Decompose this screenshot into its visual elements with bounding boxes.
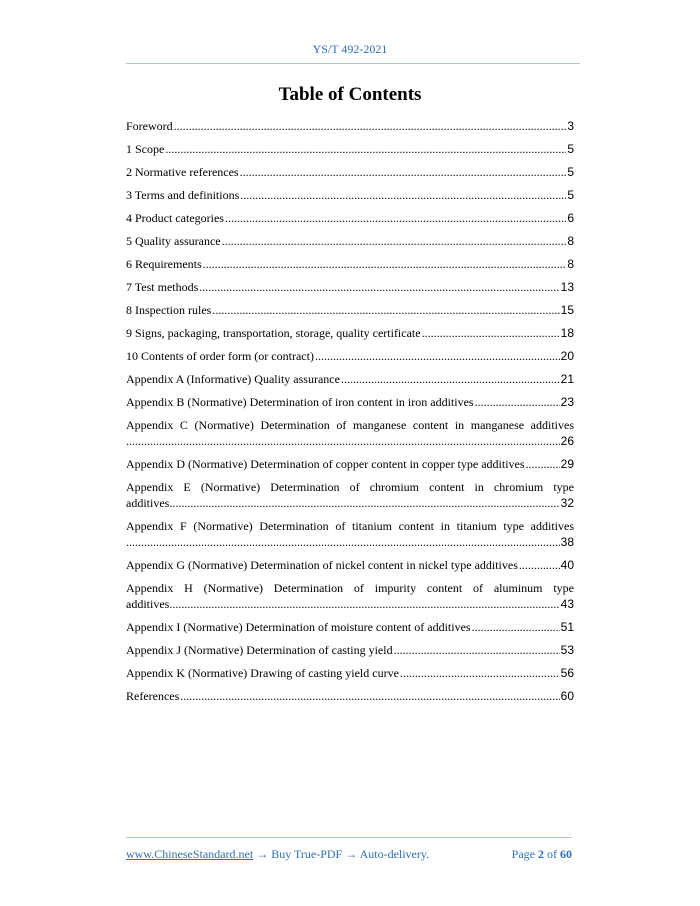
document-code: YS/T 492-2021 xyxy=(312,42,388,56)
toc-leader-dots xyxy=(519,557,560,573)
toc-entry-title: 8 Inspection rules xyxy=(126,303,212,317)
toc-entry[interactable] xyxy=(126,256,574,272)
toc-entry-page: 29 xyxy=(560,457,574,471)
toc-entry-title: Appendix B (Normative) Determination of iron content in iron additives xyxy=(126,395,474,409)
toc-entry-title: Appendix A (Informative) Quality assurance xyxy=(126,372,340,386)
toc-leader-dots xyxy=(225,210,566,226)
toc-entry-title: 6 Requirements xyxy=(126,257,202,271)
toc-entry-title: Appendix D (Normative) Determination of copper content in copper type additives xyxy=(126,457,525,471)
toc-entry[interactable] xyxy=(126,141,574,157)
toc-entry-page: 15 xyxy=(560,303,574,317)
toc-entry[interactable] xyxy=(126,479,574,511)
toc-entry-title-continued: additives xyxy=(126,496,170,510)
toc-entry[interactable] xyxy=(126,518,574,550)
toc-entry-page: 43 xyxy=(560,597,574,611)
toc-entry[interactable] xyxy=(126,417,574,449)
toc-entry[interactable] xyxy=(126,371,574,387)
toc-entry-title: Appendix H (Normative) Determination of impurity content of aluminum type xyxy=(126,581,574,595)
toc-entry-page: 6 xyxy=(567,211,574,225)
toc-entry-title: Appendix G (Normative) Determination of nickel content in nickel type additives xyxy=(126,558,518,572)
page-indicator xyxy=(512,847,572,862)
toc-entry-page: 8 xyxy=(567,257,574,271)
toc-entry-title: 10 Contents of order form (or contract) xyxy=(126,349,314,363)
toc-entry-title: 5 Quality assurance xyxy=(126,234,221,248)
toc-entry[interactable] xyxy=(126,348,574,364)
toc-entry-title: Appendix I (Normative) Determination of moisture content of additives xyxy=(126,620,471,634)
toc-leader-dots xyxy=(165,141,566,157)
toc-entry[interactable] xyxy=(126,233,574,249)
toc-leader-dots xyxy=(169,495,559,511)
toc-leader-dots xyxy=(222,233,567,249)
page-total: 60 xyxy=(560,847,572,861)
toc-leader-dots xyxy=(126,433,560,449)
toc-entry[interactable] xyxy=(126,665,574,681)
toc-entry[interactable] xyxy=(126,164,574,180)
toc-leader-dots xyxy=(240,187,566,203)
website-link[interactable]: www.ChineseStandard.net xyxy=(126,847,254,861)
toc-entry-title: Foreword xyxy=(126,119,173,133)
toc-leader-dots xyxy=(203,256,567,272)
toc-entry[interactable] xyxy=(126,279,574,295)
toc-entry-page: 32 xyxy=(560,496,574,510)
toc-entry[interactable] xyxy=(126,325,574,341)
toc-entry-title: 1 Scope xyxy=(126,142,165,156)
toc-entry[interactable] xyxy=(126,456,574,472)
toc-entry-page: 20 xyxy=(560,349,574,363)
toc-leader-dots xyxy=(315,348,560,364)
toc-entry-page: 38 xyxy=(560,535,574,549)
toc-entry-title: Appendix C (Normative) Determination of manganese content in manganese additives xyxy=(126,418,574,432)
toc-entry-page: 5 xyxy=(567,165,574,179)
toc-entry[interactable] xyxy=(126,642,574,658)
toc-leader-dots xyxy=(212,302,559,318)
toc-entry-page: 8 xyxy=(567,234,574,248)
toc-entry-page: 56 xyxy=(560,666,574,680)
toc-entry-title: 2 Normative references xyxy=(126,165,239,179)
toc-entry-page: 5 xyxy=(567,142,574,156)
toc-leader-dots xyxy=(174,118,567,134)
toc-entry-page: 26 xyxy=(560,434,574,448)
page-label: Page xyxy=(511,847,535,861)
footer-divider xyxy=(126,837,572,838)
toc-leader-dots xyxy=(126,534,560,550)
toc-entry[interactable] xyxy=(126,688,574,704)
toc-entry-title: Appendix K (Normative) Drawing of casting yield curve xyxy=(126,666,399,680)
toc-entry-title: 7 Test methods xyxy=(126,280,199,294)
toc-entry[interactable] xyxy=(126,118,574,134)
toc-entry-page: 13 xyxy=(560,280,574,294)
toc-entry-title: 9 Signs, packaging, transportation, storage, quality certificate xyxy=(126,326,421,340)
toc-entry-page: 51 xyxy=(560,620,574,634)
toc-entry[interactable] xyxy=(126,394,574,410)
toc-entry-title: 3 Terms and definitions xyxy=(126,188,240,202)
toc-entry-page: 23 xyxy=(560,395,574,409)
toc-leader-dots xyxy=(199,279,559,295)
toc-entry-page: 5 xyxy=(567,188,574,202)
toc-leader-dots xyxy=(526,456,560,472)
toc-leader-dots xyxy=(180,688,559,704)
toc-entry-title: Appendix J (Normative) Determination of casting yield xyxy=(126,643,393,657)
toc-entry-page: 18 xyxy=(560,326,574,340)
page-title: Table of Contents xyxy=(278,84,422,105)
toc-entry-title: 4 Product categories xyxy=(126,211,224,225)
toc-entry-page: 21 xyxy=(560,372,574,386)
toc-entry-title-continued: additives xyxy=(126,597,170,611)
toc-entry-page: 40 xyxy=(560,558,574,572)
toc-entry-page: 53 xyxy=(560,643,574,657)
page-of: of xyxy=(547,847,557,861)
toc-entry-page: 3 xyxy=(567,119,574,133)
toc-entry[interactable] xyxy=(126,302,574,318)
toc-leader-dots xyxy=(394,642,560,658)
toc-entry-title: References xyxy=(126,689,180,703)
toc-entry[interactable] xyxy=(126,210,574,226)
toc-entry-page: 60 xyxy=(560,689,574,703)
toc-entry[interactable] xyxy=(126,557,574,573)
toc-entry[interactable] xyxy=(126,187,574,203)
toc-leader-dots xyxy=(475,394,560,410)
toc-leader-dots xyxy=(400,665,560,681)
toc-leader-dots xyxy=(472,619,560,635)
toc-entry-title: Appendix F (Normative) Determination of titanium content in titanium type additives xyxy=(126,519,574,533)
footer-promo xyxy=(126,847,429,862)
toc-entry[interactable] xyxy=(126,580,574,612)
toc-leader-dots xyxy=(341,371,560,387)
header-divider xyxy=(126,63,580,64)
table-of-contents xyxy=(126,118,574,711)
toc-leader-dots xyxy=(422,325,560,341)
toc-entry[interactable] xyxy=(126,619,574,635)
toc-leader-dots xyxy=(240,164,567,180)
footer xyxy=(126,847,572,862)
footer-promo-text: → Buy True-PDF → Auto-delivery. xyxy=(253,847,430,861)
toc-entry-title: Appendix E (Normative) Determination of chromium content in chromium type xyxy=(126,480,574,494)
toc-leader-dots xyxy=(169,596,559,612)
page-current: 2 xyxy=(538,847,544,861)
